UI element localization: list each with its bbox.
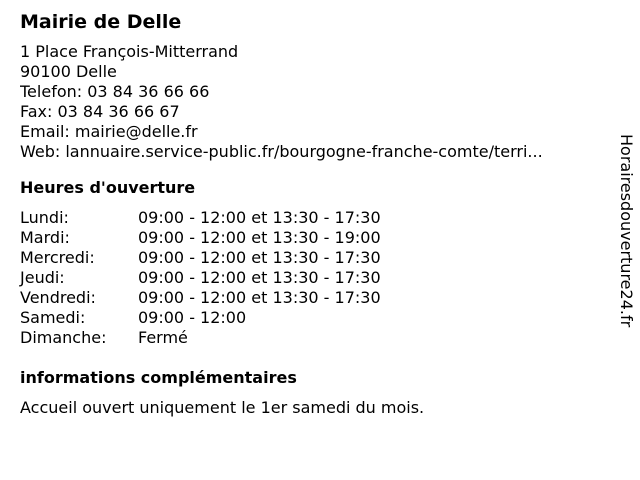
hours-row-sunday [20,328,600,348]
city-line: 90100 Delle [20,62,117,81]
hours-row-thursday [20,268,600,288]
day-label: Mercredi: [20,248,95,267]
time-range: 09:00 - 12:00 et 13:30 - 17:30 [138,288,381,307]
day-label: Mardi: [20,228,70,247]
day-label: Vendredi: [20,288,96,307]
hours-row-tuesday [20,228,600,248]
time-range: 09:00 - 12:00 et 13:30 - 17:30 [138,268,381,287]
time-range: 09:00 - 12:00 [138,308,247,327]
page-title: Mairie de Delle [20,11,182,33]
hours-row-wednesday [20,248,600,268]
day-label: Dimanche: [20,328,107,347]
day-label: Samedi: [20,308,86,327]
brand-watermark: Horairesdouverture24.fr [617,134,636,328]
additional-info-text: Accueil ouvert uniquement le 1er samedi du mois. [20,398,425,417]
time-range: 09:00 - 12:00 et 13:30 - 17:30 [138,248,381,267]
time-range: 09:00 - 12:00 et 13:30 - 17:30 [138,208,381,227]
day-label: Lundi: [20,208,69,227]
time-range: Fermé [138,328,188,347]
business-card [20,8,600,418]
email-line: Email: mairie@delle.fr [20,122,198,141]
opening-hours-heading: Heures d'ouverture [20,178,196,197]
opening-hours-table [20,208,600,348]
day-label: Jeudi: [20,268,65,287]
address-line: 1 Place François-Mitterrand [20,42,239,61]
phone-line: Telefon: 03 84 36 66 66 [20,82,210,101]
web-line: Web: lannuaire.service-public.fr/bourgogne-franche-comte/terri... [20,142,543,161]
hours-row-saturday [20,308,600,328]
contact-block [20,42,600,162]
additional-info-heading: informations complémentaires [20,368,297,387]
hours-row-friday [20,288,600,308]
fax-line: Fax: 03 84 36 66 67 [20,102,180,121]
hours-row-monday [20,208,600,228]
time-range: 09:00 - 12:00 et 13:30 - 19:00 [138,228,381,247]
